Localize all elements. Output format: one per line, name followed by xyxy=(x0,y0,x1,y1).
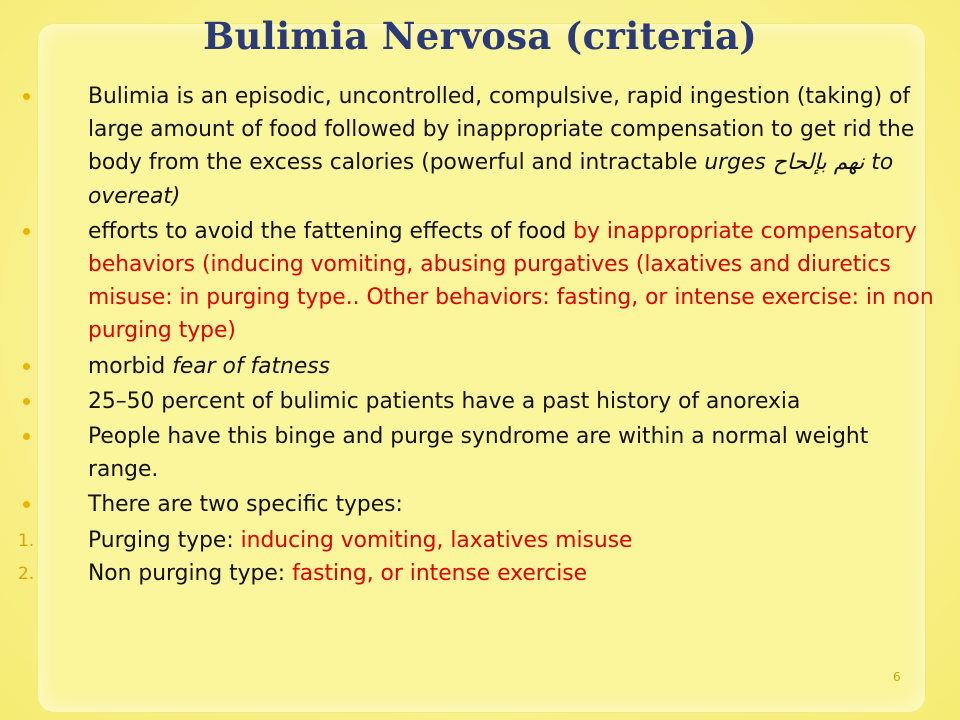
type-label: Non purging type: xyxy=(88,560,293,586)
numbered-item-non-purging xyxy=(16,557,936,590)
type-detail: fasting, or intense exercise xyxy=(292,560,588,586)
bullet-item-compensation xyxy=(16,215,936,348)
bullet-item-fear xyxy=(16,350,936,383)
bullet-item-weight-range xyxy=(16,420,936,486)
bullet-item-types xyxy=(16,488,936,521)
bullet-text: Bulimia is an episodic, uncontrolled, compulsive, rapid ingestion (taking) of large amount of food followed by inappropriate compensation to get rid the body from the excess calories (powerful and intractable xyxy=(88,84,915,176)
bullet-text: 25–50 percent of bulimic patients have a past history of anorexia xyxy=(88,388,801,414)
bullet-item-definition xyxy=(16,80,936,213)
arabic-text: نهم بإلحاح xyxy=(772,150,865,176)
overeat-text: to overeat) xyxy=(88,150,894,209)
numbered-item-purging xyxy=(16,524,936,557)
bullet-dot-icon xyxy=(23,363,30,370)
bullet-dot-icon xyxy=(23,93,30,100)
bullet-text: There are two specific types: xyxy=(88,492,403,518)
slide-title: Bulimia Nervosa (criteria) xyxy=(202,14,758,58)
bullet-text: morbid xyxy=(88,353,173,379)
bullet-dot-icon xyxy=(23,501,30,508)
type-detail: inducing vomiting, laxatives misuse xyxy=(240,527,633,553)
bullet-list xyxy=(16,80,936,590)
bullet-text: efforts to avoid the fattening effects of food xyxy=(88,218,574,244)
list-number: 1. xyxy=(18,530,35,551)
list-number: 2. xyxy=(18,563,35,584)
bullet-dot-icon xyxy=(23,433,30,440)
page-number: 6 xyxy=(893,670,901,684)
type-label: Purging type: xyxy=(88,527,241,553)
bullet-text-highlight: by inappropriate compensatory behaviors (inducing vomiting, abusing purgatives (laxatives and diuretics misuse: in purging type.. Other behaviors: fasting, or intense exercise: in non purging type) xyxy=(88,218,934,344)
bullet-dot-icon xyxy=(23,398,30,405)
urges-text: urges xyxy=(704,150,766,176)
bullet-text: People have this binge and purge syndrome are within a normal weight range. xyxy=(88,424,869,483)
bullet-item-anorexia-history xyxy=(16,385,936,418)
bullet-dot-icon xyxy=(23,228,30,235)
bullet-text-italic: fear of fatness xyxy=(172,353,330,379)
